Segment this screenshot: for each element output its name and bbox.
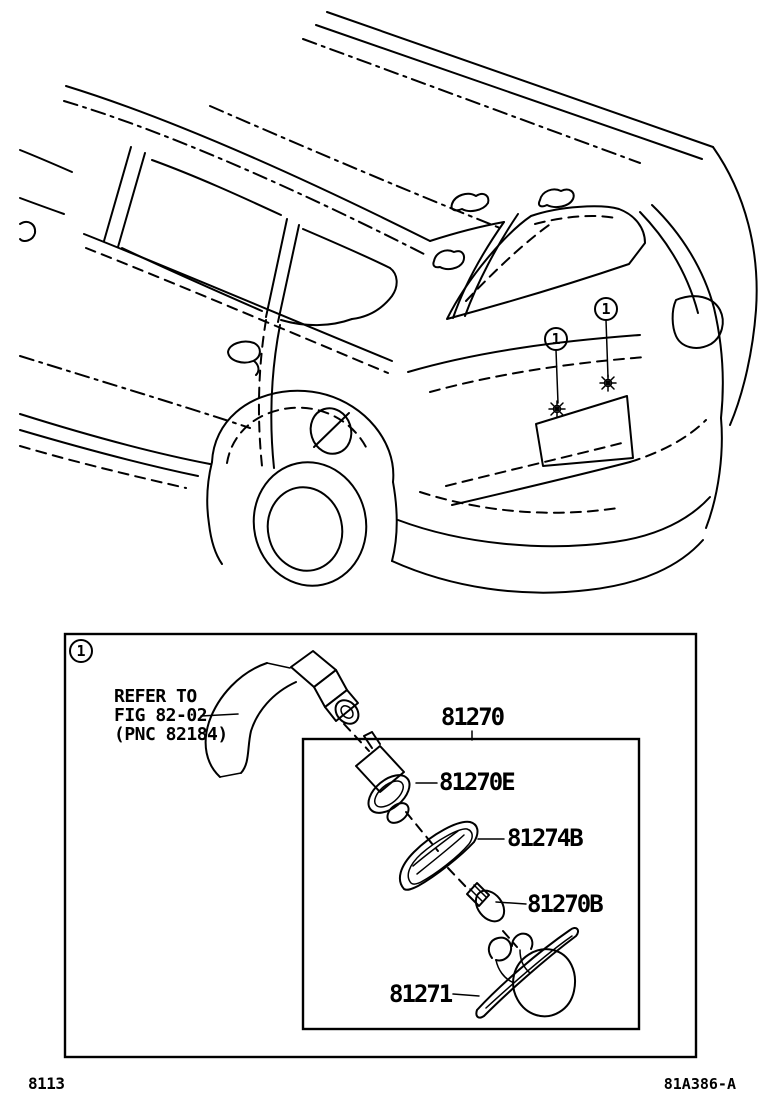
tail-lamp (673, 296, 723, 348)
roof-detail (539, 189, 574, 207)
refer-note-line-1: REFER TO (114, 686, 197, 707)
roof-detail (433, 250, 464, 269)
callout-number-right: 1 (601, 300, 611, 318)
bulb-leader (496, 902, 526, 904)
part-label-lens-gasket: 81274B (507, 824, 582, 852)
part-label-housing: 81271 (389, 980, 452, 1008)
harness-wire-drawing (206, 663, 296, 777)
part-label-bulb: 81270B (527, 890, 602, 918)
fuel-door (305, 403, 357, 459)
footer-figure-code: 81A386-A (663, 1075, 736, 1093)
part-label-socket: 81270E (439, 768, 514, 796)
callout-number-left: 1 (551, 330, 561, 348)
harness-connector-drawing (291, 651, 363, 728)
lamp-location (549, 401, 565, 417)
vehicle-drawing (20, 12, 757, 596)
lens-gasket-drawing (400, 822, 478, 890)
rear-wheel (207, 391, 396, 597)
license-plate-recess (536, 396, 633, 466)
lamp-location (600, 375, 616, 391)
door-handle (228, 342, 260, 375)
panel-callout-number: 1 (76, 642, 86, 660)
refer-note-line-3: (PNC 82184) (114, 724, 228, 745)
housing-drawing (476, 928, 578, 1018)
housing-leader (453, 994, 479, 996)
refer-note-line-2: FIG 82-02 (114, 705, 208, 726)
assembly-number-label: 81270 (440, 703, 504, 731)
bulb-drawing (467, 883, 510, 927)
footer-page-code: 8113 (28, 1074, 65, 1093)
roof-detail (452, 194, 489, 211)
